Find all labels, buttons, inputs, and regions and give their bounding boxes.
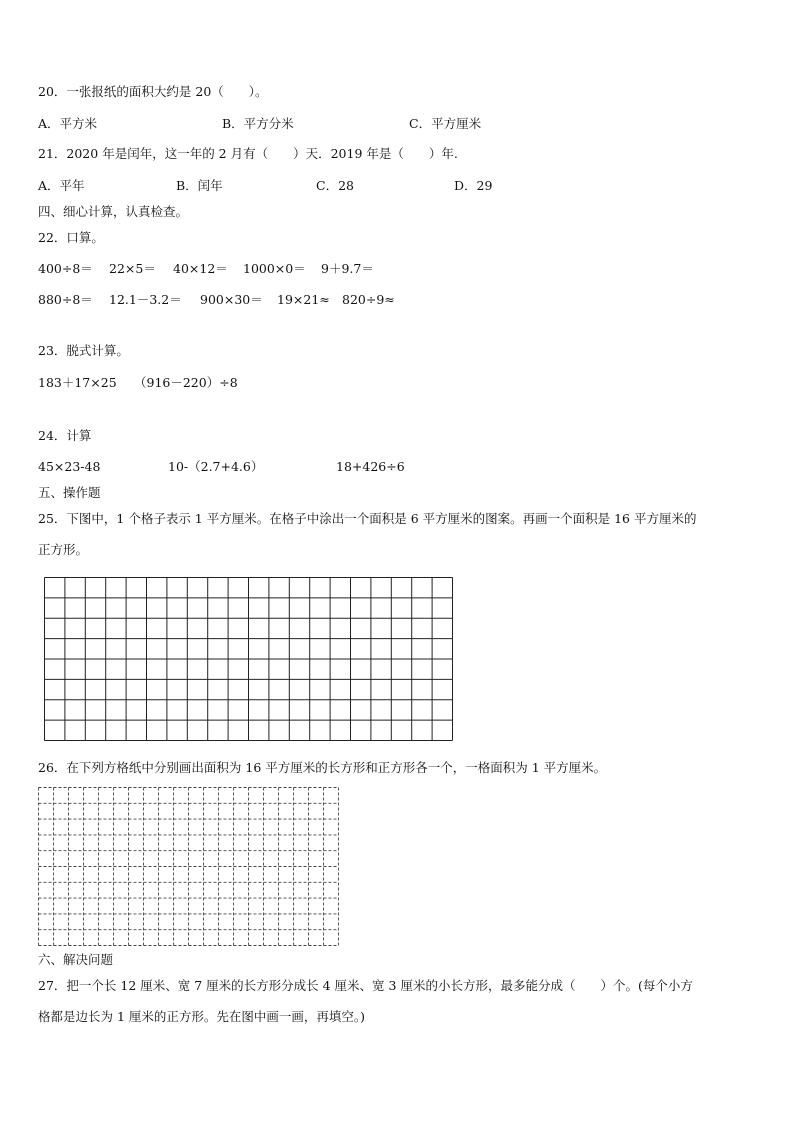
q22-row2-item: 900×30＝ — [200, 292, 263, 307]
q20-option-c: C．平方厘米 — [409, 116, 482, 131]
q22-row2-item: 880÷8＝ — [38, 292, 93, 307]
q21-stem: 21．2020 年是闰年，这一年的 2 月有（ ）天．2019 年是（ ）年. — [38, 146, 458, 161]
q20-option-a: A．平方米 — [38, 116, 98, 131]
q22-row1-item: 40×12＝ — [173, 261, 228, 276]
section-4-heading: 四、细心计算，认真检查。 — [38, 204, 189, 219]
q22-row1-item: 9＋9.7＝ — [321, 261, 374, 276]
q27-text-line1: 27．把一个长 12 厘米、宽 7 厘米的长方形分成长 4 厘米、宽 3 厘米的小长方形，最多能分成（ ）个。(每个小方 — [38, 978, 693, 993]
q25-square-grid[interactable] — [44, 577, 454, 742]
q20-stem: 20．一张报纸的面积大约是 20（ ）。 — [38, 84, 268, 99]
q21-option-a: A．平年 — [38, 178, 85, 193]
q24-item: 10-（2.7+4.6） — [168, 459, 264, 474]
q21-option-c: C．28 — [316, 178, 354, 193]
q24-stem: 24．计算 — [38, 428, 92, 443]
q27-text-line2: 格都是边长为 1 厘米的正方形。先在图中画一画，再填空。) — [38, 1009, 366, 1024]
q21-option-b: B．闰年 — [176, 178, 223, 193]
q23-stem: 23．脱式计算。 — [38, 343, 129, 358]
section-6-heading: 六、解决问题 — [38, 952, 114, 967]
q24-item: 18+426÷6 — [336, 459, 405, 474]
q22-row2-item: 19×21≈ — [277, 292, 330, 307]
q26-stem: 26．在下列方格纸中分别画出面积为 16 平方厘米的长方形和正方形各一个，一格面积为 1 平方厘米。 — [38, 760, 607, 775]
q22-row1-item: 400÷8＝ — [38, 261, 93, 276]
q22-row2-item: 12.1－3.2＝ — [109, 292, 182, 307]
section-5-heading: 五、操作题 — [38, 485, 101, 500]
q25-text-line1: 25．下图中，1 个格子表示 1 平方厘米。在格子中涂出一个面积是 6 平方厘米的图案。再画一个面积是 16 平方厘米的 — [38, 511, 697, 526]
q20-option-b: B．平方分米 — [222, 116, 294, 131]
q23-item: （916－220）÷8 — [134, 375, 238, 390]
q22-row1-item: 1000×0＝ — [243, 261, 306, 276]
q22-row1-item: 22×5＝ — [109, 261, 156, 276]
q21-option-d: D．29 — [454, 178, 493, 193]
q26-dashed-grid[interactable] — [38, 787, 340, 947]
q22-row2-item: 820÷9≈ — [342, 292, 395, 307]
q22-stem: 22．口算。 — [38, 230, 104, 245]
q23-item: 183＋17×25 — [38, 375, 117, 390]
q24-item: 45×23-48 — [38, 459, 101, 474]
q25-text-line2: 正方形。 — [38, 542, 89, 557]
